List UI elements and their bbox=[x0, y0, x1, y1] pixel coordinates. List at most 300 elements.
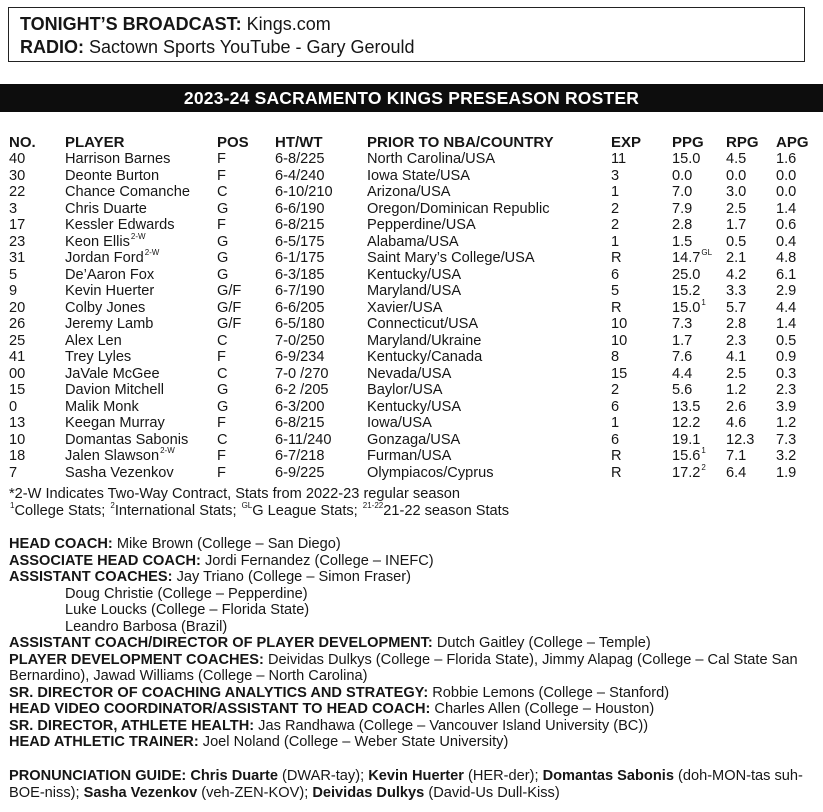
cell-prior-text: Arizona/USA bbox=[367, 184, 451, 200]
table-row bbox=[9, 234, 816, 251]
cell-pos bbox=[217, 184, 275, 201]
assoc-coach-line bbox=[9, 553, 823, 570]
cell-pos bbox=[217, 399, 275, 416]
player-dev-director-value: Dutch Gaitley (College – Temple) bbox=[432, 635, 651, 651]
cell-exp bbox=[611, 201, 672, 218]
cell-rpg-text: 4.2 bbox=[726, 266, 747, 283]
cell-no bbox=[9, 366, 65, 383]
athlete-health-label: SR. DIRECTOR, ATHLETE HEALTH: bbox=[9, 717, 255, 734]
cell-no bbox=[9, 234, 65, 251]
cell-rpg bbox=[726, 448, 776, 465]
cell-player-text: Jordan Ford bbox=[65, 250, 144, 266]
table-row bbox=[9, 349, 816, 366]
cell-htwt-text: 6-5/180 bbox=[275, 316, 325, 332]
cell-exp bbox=[611, 415, 672, 432]
roster-title-banner: 2023-24 SACRAMENTO KINGS PRESEASON ROSTER bbox=[0, 84, 823, 112]
cell-rpg-text: 2.6 bbox=[726, 398, 747, 415]
cell-no bbox=[9, 465, 65, 482]
cell-no bbox=[9, 267, 65, 284]
player-dev-director-line bbox=[9, 635, 823, 652]
cell-ppg bbox=[672, 184, 726, 201]
cell-exp-text: 3 bbox=[611, 167, 620, 184]
cell-ppg-text: 1.7 bbox=[672, 332, 693, 349]
radio-line bbox=[20, 36, 804, 59]
cell-apg bbox=[776, 300, 816, 317]
cell-pos-text: F bbox=[217, 167, 226, 184]
cell-prior bbox=[367, 432, 611, 449]
cell-rpg bbox=[726, 184, 776, 201]
head-coach-value: Mike Brown (College – San Diego) bbox=[112, 536, 341, 552]
cell-no-text: 40 bbox=[9, 151, 26, 167]
cell-ppg bbox=[672, 250, 726, 267]
col-header-prior: PRIOR TO NBA/COUNTRY bbox=[367, 134, 554, 151]
cell-ppg bbox=[672, 168, 726, 185]
cell-player-text: Kessler Edwards bbox=[65, 217, 175, 233]
cell-exp bbox=[611, 399, 672, 416]
cell-prior-text: Iowa/USA bbox=[367, 415, 432, 431]
cell-htwt-text: 6-7/218 bbox=[275, 448, 325, 464]
cell-rpg-text: 6.4 bbox=[726, 464, 747, 481]
video-coordinator-line bbox=[9, 701, 823, 718]
note-sup-international: 2 bbox=[110, 500, 115, 510]
table-row bbox=[9, 201, 816, 218]
cell-no bbox=[9, 283, 65, 300]
cell-prior-text: Kentucky/USA bbox=[367, 266, 462, 283]
cell-pos bbox=[217, 283, 275, 300]
cell-exp bbox=[611, 234, 672, 251]
col-header-no: NO. bbox=[9, 134, 36, 151]
cell-exp bbox=[611, 300, 672, 317]
note-sup-season: 21-22 bbox=[362, 500, 384, 510]
table-row bbox=[9, 168, 816, 185]
cell-prior bbox=[367, 399, 611, 416]
cell-apg bbox=[776, 250, 816, 267]
tv-broadcast-label: TONIGHT’S BROADCAST: bbox=[20, 14, 242, 34]
cell-player-text: Chance Comanche bbox=[65, 184, 190, 200]
cell-player bbox=[65, 168, 217, 185]
cell-apg bbox=[776, 382, 816, 399]
cell-prior-text: Furman/USA bbox=[367, 448, 452, 464]
cell-exp-text: R bbox=[611, 464, 622, 481]
cell-htwt bbox=[275, 283, 367, 300]
cell-exp bbox=[611, 333, 672, 350]
cell-exp bbox=[611, 184, 672, 201]
cell-ppg-text: 13.5 bbox=[672, 398, 701, 415]
cell-htwt bbox=[275, 465, 367, 482]
cell-exp-text: 8 bbox=[611, 349, 620, 365]
cell-pos-text: F bbox=[217, 349, 226, 365]
cell-rpg-text: 3.0 bbox=[726, 184, 747, 200]
cell-apg-text: 0.6 bbox=[776, 217, 797, 233]
cell-apg-text: 3.2 bbox=[776, 448, 797, 464]
cell-prior bbox=[367, 234, 611, 251]
asst-coach-1: Jay Triano (College – Simon Fraser) bbox=[172, 569, 411, 585]
cell-prior bbox=[367, 300, 611, 317]
cell-apg-text: 1.2 bbox=[776, 415, 797, 431]
cell-ppg-text: 0.0 bbox=[672, 167, 693, 184]
cell-pos-text: F bbox=[217, 448, 226, 464]
cell-no bbox=[9, 432, 65, 449]
cell-rpg bbox=[726, 415, 776, 432]
cell-player bbox=[65, 231, 217, 251]
cell-ppg-text: 15.6 bbox=[672, 448, 701, 464]
cell-no bbox=[9, 349, 65, 366]
cell-pos bbox=[217, 432, 275, 449]
table-row bbox=[9, 316, 816, 333]
analytics-director-label: SR. DIRECTOR OF COACHING ANALYTICS AND STRATEGY: bbox=[9, 684, 429, 701]
cell-apg bbox=[776, 168, 816, 185]
cell-exp bbox=[611, 382, 672, 399]
cell-player-text: Jeremy Lamb bbox=[65, 316, 154, 332]
cell-pos-text: G/F bbox=[217, 299, 242, 316]
cell-pos-text: F bbox=[217, 217, 226, 233]
table-row bbox=[9, 448, 816, 465]
cell-pos-text: G bbox=[217, 233, 229, 250]
cell-exp-text: 6 bbox=[611, 266, 620, 283]
radio-value: Sactown Sports YouTube - Gary Gerould bbox=[84, 37, 415, 57]
asst-coaches-label: ASSISTANT COACHES: bbox=[9, 569, 173, 585]
cell-htwt-text: 7-0/250 bbox=[275, 332, 325, 349]
cell-no-text: 26 bbox=[9, 316, 26, 332]
cell-no-text: 41 bbox=[9, 349, 26, 365]
cell-pos-text: C bbox=[217, 365, 228, 382]
cell-htwt bbox=[275, 250, 367, 267]
athlete-health-value: Jas Randhawa (College – Vancouver Island University (BC)) bbox=[254, 717, 649, 734]
cell-exp bbox=[611, 250, 672, 267]
table-row bbox=[9, 415, 816, 432]
note-college-stats: College Stats; bbox=[14, 502, 110, 519]
col-header-player: PLAYER bbox=[65, 134, 125, 151]
cell-ppg-text: 25.0 bbox=[672, 266, 701, 283]
cell-htwt-text: 6-7/190 bbox=[275, 283, 325, 299]
cell-pos-text: G bbox=[217, 250, 229, 266]
cell-rpg-text: 12.3 bbox=[726, 431, 755, 448]
asst-coach-2: Doug Christie (College – Pepperdine) bbox=[65, 585, 308, 602]
table-row bbox=[9, 399, 816, 416]
cell-exp bbox=[611, 432, 672, 449]
cell-ppg bbox=[672, 333, 726, 350]
asst-coaches-line bbox=[9, 569, 823, 586]
assoc-coach-value: Jordi Fernandez (College – INEFC) bbox=[200, 552, 434, 569]
cell-player bbox=[65, 184, 217, 201]
cell-no bbox=[9, 316, 65, 333]
cell-rpg bbox=[726, 366, 776, 383]
cell-pos-text: G/F bbox=[217, 283, 242, 299]
cell-no-text: 00 bbox=[9, 365, 26, 382]
cell-htwt-text: 6-5/175 bbox=[275, 233, 325, 250]
cell-pos-text: G bbox=[217, 200, 229, 217]
cell-apg-text: 3.9 bbox=[776, 398, 797, 415]
cell-apg-text: 4.8 bbox=[776, 250, 797, 266]
cell-apg bbox=[776, 448, 816, 465]
cell-no bbox=[9, 201, 65, 218]
cell-ppg-text: 1.5 bbox=[672, 233, 693, 250]
cell-no-text: 13 bbox=[9, 415, 26, 431]
cell-rpg-text: 3.3 bbox=[726, 283, 747, 299]
cell-rpg bbox=[726, 267, 776, 284]
cell-prior bbox=[367, 366, 611, 383]
cell-prior-text: Kentucky/USA bbox=[367, 398, 462, 415]
cell-rpg bbox=[726, 316, 776, 333]
cell-player bbox=[65, 151, 217, 168]
cell-player bbox=[65, 201, 217, 218]
cell-no-text: 10 bbox=[9, 431, 26, 448]
cell-pos bbox=[217, 366, 275, 383]
col-header-htwt: HT/WT bbox=[275, 134, 323, 151]
note-stat-legend bbox=[9, 500, 509, 520]
cell-ppg bbox=[672, 316, 726, 333]
cell-ppg-text: 15.0 bbox=[672, 299, 701, 316]
analytics-director-line bbox=[9, 685, 823, 702]
cell-apg bbox=[776, 349, 816, 366]
cell-player-text: Jalen Slawson bbox=[65, 448, 160, 464]
table-row bbox=[9, 432, 816, 449]
cell-apg-text: 0.0 bbox=[776, 167, 797, 184]
cell-apg-text: 2.3 bbox=[776, 382, 797, 398]
cell-prior-text: Pepperdine/USA bbox=[367, 217, 476, 233]
cell-exp-text: R bbox=[611, 250, 622, 266]
cell-exp-text: 6 bbox=[611, 398, 620, 415]
cell-apg-text: 0.4 bbox=[776, 233, 797, 250]
cell-no-text: 25 bbox=[9, 332, 26, 349]
cell-apg bbox=[776, 151, 816, 168]
cell-ppg-text: 15.2 bbox=[672, 283, 701, 299]
cell-no bbox=[9, 415, 65, 432]
cell-player bbox=[65, 333, 217, 350]
cell-ppg bbox=[672, 267, 726, 284]
tv-broadcast-value: Kings.com bbox=[241, 14, 331, 34]
cell-htwt bbox=[275, 300, 367, 317]
cell-htwt-text: 6-8/215 bbox=[275, 217, 325, 233]
pron-name-3: Domantas Sabonis bbox=[542, 768, 674, 784]
cell-apg-text: 6.1 bbox=[776, 266, 797, 283]
cell-player bbox=[65, 432, 217, 449]
cell-player bbox=[65, 349, 217, 366]
athletic-trainer-label: HEAD ATHLETIC TRAINER: bbox=[9, 734, 199, 750]
cell-ppg-text: 12.2 bbox=[672, 415, 701, 431]
cell-player-text: Keegan Murray bbox=[65, 415, 165, 431]
video-coordinator-value: Charles Allen (College – Houston) bbox=[430, 701, 655, 717]
cell-htwt bbox=[275, 151, 367, 168]
cell-player bbox=[65, 448, 217, 465]
col-header-rpg: RPG bbox=[726, 134, 759, 151]
col-header-exp: EXP bbox=[611, 134, 642, 151]
cell-ppg bbox=[672, 382, 726, 399]
cell-ppg bbox=[672, 415, 726, 432]
cell-exp bbox=[611, 366, 672, 383]
cell-apg bbox=[776, 333, 816, 350]
table-row bbox=[9, 382, 816, 399]
cell-ppg bbox=[672, 366, 726, 383]
cell-exp-text: 10 bbox=[611, 332, 628, 349]
cell-player-text: De’Aaron Fox bbox=[65, 266, 155, 283]
cell-ppg bbox=[672, 399, 726, 416]
cell-exp-text: 2 bbox=[611, 200, 620, 217]
cell-exp bbox=[611, 168, 672, 185]
cell-prior-text: Maryland/Ukraine bbox=[367, 332, 482, 349]
cell-exp bbox=[611, 316, 672, 333]
athletic-trainer-line bbox=[9, 734, 823, 751]
col-header-pos: POS bbox=[217, 134, 249, 151]
cell-pos bbox=[217, 349, 275, 366]
cell-rpg bbox=[726, 382, 776, 399]
cell-apg-text: 0.0 bbox=[776, 184, 797, 200]
asst-coach-4: Leandro Barbosa (Brazil) bbox=[65, 618, 228, 635]
pron-text-3: (doh-MON-tas suh-BOE-niss); bbox=[9, 768, 803, 801]
cell-rpg-text: 1.7 bbox=[726, 217, 747, 233]
cell-prior bbox=[367, 168, 611, 185]
athlete-health-line bbox=[9, 718, 823, 735]
cell-ppg-superscript: 1 bbox=[701, 297, 706, 307]
cell-apg-text: 0.9 bbox=[776, 349, 797, 365]
table-row bbox=[9, 333, 816, 350]
cell-no bbox=[9, 184, 65, 201]
cell-ppg bbox=[672, 432, 726, 449]
cell-htwt-text: 6-2 /205 bbox=[275, 382, 329, 398]
cell-exp bbox=[611, 465, 672, 482]
cell-prior bbox=[367, 349, 611, 366]
table-row bbox=[9, 366, 816, 383]
cell-player-text: Domantas Sabonis bbox=[65, 431, 189, 448]
cell-ppg-text: 14.7 bbox=[672, 250, 701, 266]
analytics-director-value: Robbie Lemons (College – Stanford) bbox=[428, 684, 670, 701]
cell-pos bbox=[217, 382, 275, 399]
table-row bbox=[9, 184, 816, 201]
assoc-coach-label: ASSOCIATE HEAD COACH: bbox=[9, 552, 201, 569]
cell-htwt-text: 6-11/240 bbox=[275, 431, 332, 448]
cell-pos-text: G/F bbox=[217, 316, 242, 332]
cell-pos bbox=[217, 234, 275, 251]
cell-prior bbox=[367, 333, 611, 350]
cell-pos bbox=[217, 448, 275, 465]
cell-pos bbox=[217, 151, 275, 168]
cell-rpg-text: 2.1 bbox=[726, 250, 747, 266]
cell-htwt bbox=[275, 448, 367, 465]
video-coordinator-label: HEAD VIDEO COORDINATOR/ASSISTANT TO HEAD COACH: bbox=[9, 701, 431, 717]
player-dev-coaches-label: PLAYER DEVELOPMENT COACHES: bbox=[9, 651, 264, 668]
cell-apg-text: 1.4 bbox=[776, 200, 797, 217]
cell-no-text: 30 bbox=[9, 167, 26, 184]
pron-name-2: Kevin Huerter bbox=[368, 768, 464, 784]
cell-ppg-text: 7.3 bbox=[672, 316, 693, 332]
cell-exp bbox=[611, 349, 672, 366]
cell-apg-text: 7.3 bbox=[776, 431, 797, 448]
table-row bbox=[9, 283, 816, 300]
cell-htwt bbox=[275, 415, 367, 432]
cell-player bbox=[65, 300, 217, 317]
cell-ppg-text: 4.4 bbox=[672, 365, 693, 382]
cell-rpg bbox=[726, 168, 776, 185]
cell-ppg bbox=[672, 201, 726, 218]
cell-rpg-text: 0.5 bbox=[726, 233, 747, 250]
col-header-apg: APG bbox=[776, 134, 809, 151]
cell-no bbox=[9, 217, 65, 234]
cell-prior-text: Baylor/USA bbox=[367, 382, 443, 398]
cell-no-text: 5 bbox=[9, 266, 18, 283]
cell-prior-text: Xavier/USA bbox=[367, 299, 443, 316]
cell-ppg bbox=[672, 234, 726, 251]
cell-exp bbox=[611, 217, 672, 234]
cell-apg-text: 0.5 bbox=[776, 332, 797, 349]
cell-htwt-text: 6-6/190 bbox=[275, 200, 325, 217]
cell-no bbox=[9, 448, 65, 465]
cell-apg bbox=[776, 234, 816, 251]
cell-ppg bbox=[672, 217, 726, 234]
cell-player bbox=[65, 399, 217, 416]
cell-rpg-text: 2.3 bbox=[726, 332, 747, 349]
cell-pos bbox=[217, 267, 275, 284]
cell-player-text: Deonte Burton bbox=[65, 167, 160, 184]
cell-prior bbox=[367, 465, 611, 482]
cell-htwt-text: 6-10/210 bbox=[275, 184, 333, 200]
cell-no-text: 31 bbox=[9, 250, 26, 266]
cell-ppg-text: 15.0 bbox=[672, 151, 701, 167]
cell-rpg bbox=[726, 349, 776, 366]
cell-htwt-text: 6-3/185 bbox=[275, 266, 325, 283]
cell-no-text: 7 bbox=[9, 464, 18, 481]
cell-player-text: Sasha Vezenkov bbox=[65, 464, 174, 481]
cell-htwt bbox=[275, 168, 367, 185]
cell-htwt bbox=[275, 217, 367, 234]
cell-prior bbox=[367, 415, 611, 432]
cell-apg-text: 1.6 bbox=[776, 151, 797, 167]
coaching-staff bbox=[9, 536, 823, 751]
cell-pos-text: C bbox=[217, 184, 228, 200]
cell-player bbox=[65, 366, 217, 383]
cell-ppg-text: 17.2 bbox=[672, 464, 701, 481]
cell-pos bbox=[217, 168, 275, 185]
cell-player-superscript: 2-W bbox=[144, 248, 160, 258]
cell-ppg-text: 5.6 bbox=[672, 382, 693, 398]
cell-rpg bbox=[726, 300, 776, 317]
cell-no bbox=[9, 382, 65, 399]
cell-pos-text: G bbox=[217, 398, 229, 415]
table-row bbox=[9, 300, 816, 317]
cell-htwt-text: 6-6/205 bbox=[275, 299, 325, 316]
cell-no-text: 15 bbox=[9, 382, 26, 398]
cell-rpg bbox=[726, 234, 776, 251]
cell-player-superscript: 2-W bbox=[130, 231, 146, 241]
cell-prior-text: Iowa State/USA bbox=[367, 167, 471, 184]
pronunciation-label: PRONUNCIATION GUIDE: bbox=[9, 768, 187, 784]
cell-apg bbox=[776, 415, 816, 432]
cell-prior-text: Gonzaga/USA bbox=[367, 431, 461, 448]
cell-htwt bbox=[275, 432, 367, 449]
note-sup-gleague: GL bbox=[241, 500, 253, 510]
cell-ppg bbox=[672, 151, 726, 168]
cell-apg bbox=[776, 283, 816, 300]
cell-no-text: 0 bbox=[9, 398, 18, 415]
cell-htwt-text: 6-3/200 bbox=[275, 398, 325, 415]
cell-player-text: Colby Jones bbox=[65, 299, 146, 316]
head-coach-label: HEAD COACH: bbox=[9, 536, 113, 552]
cell-player-text: Keon Ellis bbox=[65, 233, 130, 250]
roster-header-row bbox=[9, 134, 816, 151]
cell-ppg-text: 7.6 bbox=[672, 349, 693, 365]
cell-prior-text: Maryland/USA bbox=[367, 283, 462, 299]
cell-no bbox=[9, 151, 65, 168]
pron-text-1: (DWAR-tay); bbox=[277, 768, 369, 784]
cell-ppg-text: 19.1 bbox=[672, 431, 701, 448]
cell-prior-text: Kentucky/Canada bbox=[367, 349, 483, 365]
cell-rpg bbox=[726, 333, 776, 350]
cell-rpg-text: 2.5 bbox=[726, 365, 747, 382]
cell-rpg bbox=[726, 201, 776, 218]
cell-player-text: Kevin Huerter bbox=[65, 283, 155, 299]
cell-apg-text: 0.3 bbox=[776, 365, 797, 382]
cell-ppg-superscript: 1 bbox=[701, 446, 706, 456]
cell-prior bbox=[367, 448, 611, 465]
